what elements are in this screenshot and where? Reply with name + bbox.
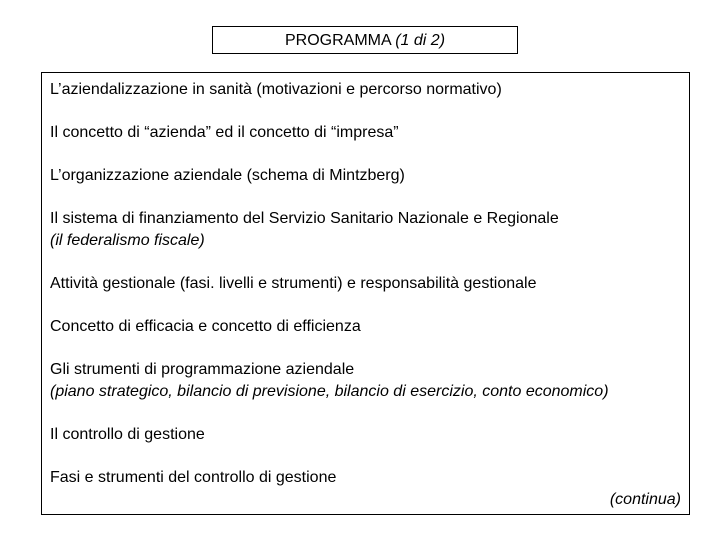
list-item [50, 122, 399, 144]
page-title: PROGRAMMA [284, 32, 391, 49]
list-item [50, 273, 536, 295]
list-item-subtext: (il federalismo fiscale) [50, 232, 205, 249]
list-item [50, 359, 609, 403]
list-item [50, 424, 205, 446]
program-list [41, 72, 690, 515]
list-item [50, 208, 559, 252]
list-item-text: Attività gestionale (fasi. livelli e strumenti) e responsabilità gestionale [50, 275, 537, 292]
list-item-text: Fasi e strumenti del controllo di gestione [50, 469, 337, 486]
list-item [50, 467, 336, 489]
list-item [50, 316, 361, 338]
page-subtitle: (1 di 2) [395, 32, 446, 49]
list-item [50, 79, 502, 101]
list-item-text: Il concetto di “azienda” ed il concetto di “impresa” [50, 124, 399, 141]
list-item-text: L’aziendalizzazione in sanità (motivazioni e percorso normativo) [50, 81, 502, 98]
list-item [50, 165, 405, 187]
list-item-text: L’organizzazione aziendale (schema di Mintzberg) [50, 167, 405, 184]
list-item-text: Concetto di efficacia e concetto di efficienza [50, 318, 361, 335]
continua-note: (continua) [609, 491, 681, 508]
list-item-text: Il controllo di gestione [50, 426, 205, 443]
list-item-text: Gli strumenti di programmazione aziendale [50, 361, 355, 378]
list-item-subtext: (piano strategico, bilancio di previsione, bilancio di esercizio, conto economico) [50, 383, 609, 400]
list-item-text: Il sistema di finanziamento del Servizio Sanitario Nazionale e Regionale [50, 210, 559, 227]
page-title-box [212, 26, 518, 54]
